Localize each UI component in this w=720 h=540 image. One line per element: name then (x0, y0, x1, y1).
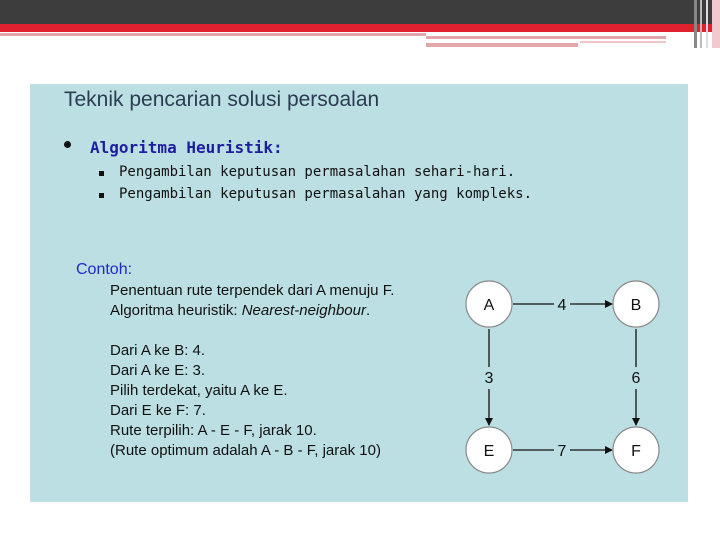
node-b-label: B (630, 297, 642, 314)
header-accent-line (0, 33, 426, 36)
example-line: Pilih terdekat, yaitu A ke E. (110, 382, 288, 399)
slide-title: Teknik pencarian solusi persoalan (64, 88, 380, 111)
route-graph (450, 275, 680, 480)
header-accent-line (426, 36, 666, 39)
algorithm-prefix: Algoritma heuristik: (110, 302, 242, 319)
edge-weight-ab: 4 (557, 297, 567, 314)
node-e-label: E (483, 443, 495, 460)
example-label: Contoh: (76, 261, 133, 278)
example-line: Dari A ke B: 4. (110, 342, 206, 359)
example-line-algorithm (110, 302, 370, 319)
header-accent-line (426, 43, 578, 47)
edge-weight-bf: 6 (631, 370, 641, 387)
example-line: Penentuan rute terpendek dari A menuju F. (110, 282, 395, 299)
node-a-label: A (483, 297, 495, 314)
list-item: Pengambilan keputusan permasalahan yang kompleks. (119, 186, 533, 202)
list-item: Pengambilan keputusan permasalahan sehari-hari. (119, 164, 516, 180)
example-line: Rute terpilih: A - E - F, jarak 10. (110, 422, 317, 439)
edge-weight-ae: 3 (484, 370, 494, 387)
example-line: (Rute optimum adalah A - B - F, jarak 10) (110, 442, 381, 459)
header-stripe (706, 0, 708, 48)
square-bullet-icon (99, 193, 104, 198)
header-accent-line (580, 41, 666, 43)
algorithm-suffix: . (365, 302, 371, 319)
header-stripe (700, 0, 702, 48)
section-heading: Algoritma Heuristik: (90, 138, 283, 157)
header-dark-bar (0, 0, 720, 24)
edge-weight-ef: 7 (557, 443, 567, 460)
header-stripe (712, 0, 720, 48)
header-stripe (694, 0, 697, 48)
example-line: Dari A ke E: 3. (110, 362, 206, 379)
bullet-icon (64, 141, 71, 148)
example-line: Dari E ke F: 7. (110, 402, 206, 419)
header-red-bar (0, 24, 720, 32)
node-f-label: F (631, 443, 641, 460)
algorithm-name: Nearest-neighbour (241, 302, 366, 319)
square-bullet-icon (99, 171, 104, 176)
